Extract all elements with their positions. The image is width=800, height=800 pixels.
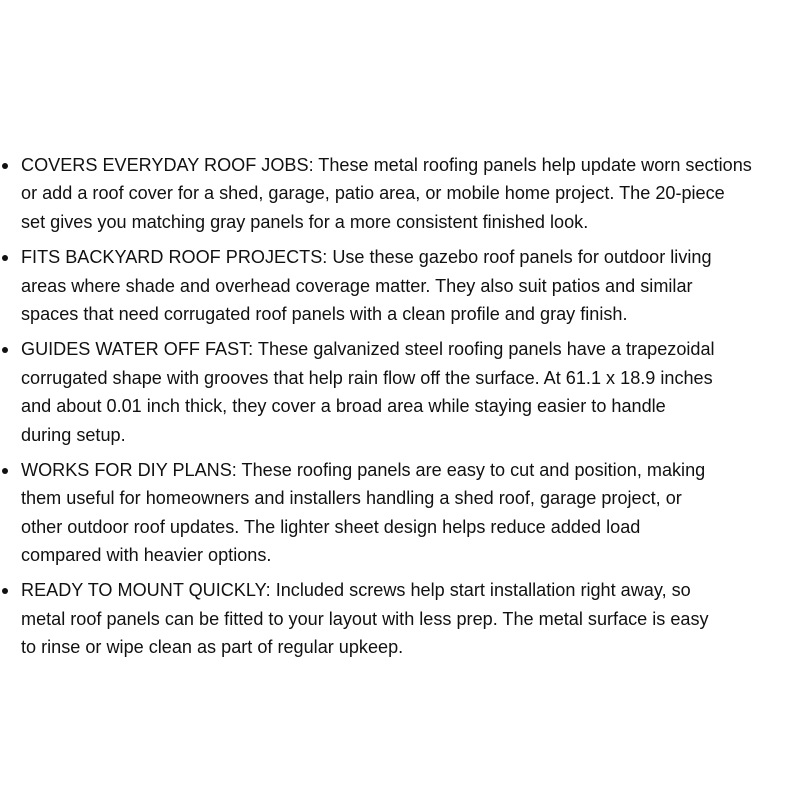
feature-bullet [0, 151, 800, 236]
feature-bullet [0, 576, 800, 661]
feature-text-line: and about 0.01 inch thick, they cover a broad area while staying easier to handle [21, 396, 666, 417]
feature-text-line: compared with heavier options. [21, 545, 272, 566]
feature-text-line: GUIDES WATER OFF FAST: These galvanized steel roofing panels have a trapezoidal [21, 339, 715, 360]
feature-text-line: spaces that need corrugated roof panels with a clean profile and gray finish. [21, 303, 628, 324]
feature-text-line: FITS BACKYARD ROOF PROJECTS: Use these gazebo roof panels for outdoor living [21, 247, 712, 268]
feature-text-line: COVERS EVERYDAY ROOF JOBS: These metal roofing panels help update worn sections [21, 155, 752, 175]
feature-text-line: during setup. [21, 424, 126, 445]
bullet-dot-icon [2, 347, 8, 353]
feature-text-line: areas where shade and overhead coverage matter. They also suit patios and similar [21, 275, 693, 296]
feature-text-line: or add a roof cover for a shed, garage, patio area, or mobile home project. The 20-piece [21, 183, 725, 204]
feature-bullet [0, 456, 800, 570]
feature-bullet [0, 335, 800, 449]
feature-text-line: other outdoor roof updates. The lighter sheet design helps reduce added load [21, 516, 641, 537]
feature-text-line: corrugated shape with grooves that help rain flow off the surface. At 61.1 x 18.9 inches [21, 367, 713, 388]
feature-text-line: metal roof panels can be fitted to your layout with less prep. The metal surface is easy [21, 608, 709, 629]
feature-text-line: READY TO MOUNT QUICKLY: Included screws help start installation right away, so [21, 580, 691, 601]
bullet-dot-icon [2, 163, 8, 169]
feature-text-line: set gives you matching gray panels for a more consistent finished look. [21, 211, 589, 232]
feature-text-line: WORKS FOR DIY PLANS: These roofing panels are easy to cut and position, making [21, 459, 706, 480]
bullet-dot-icon [2, 468, 8, 474]
bullet-dot-icon [2, 588, 8, 594]
feature-text-line: them useful for homeowners and installers handling a shed roof, garage project, or [21, 488, 682, 509]
feature-bullet [0, 243, 800, 328]
feature-text-line: to rinse or wipe clean as part of regular upkeep. [21, 637, 404, 658]
feature-bullet-list [0, 151, 800, 669]
bullet-dot-icon [2, 255, 8, 261]
